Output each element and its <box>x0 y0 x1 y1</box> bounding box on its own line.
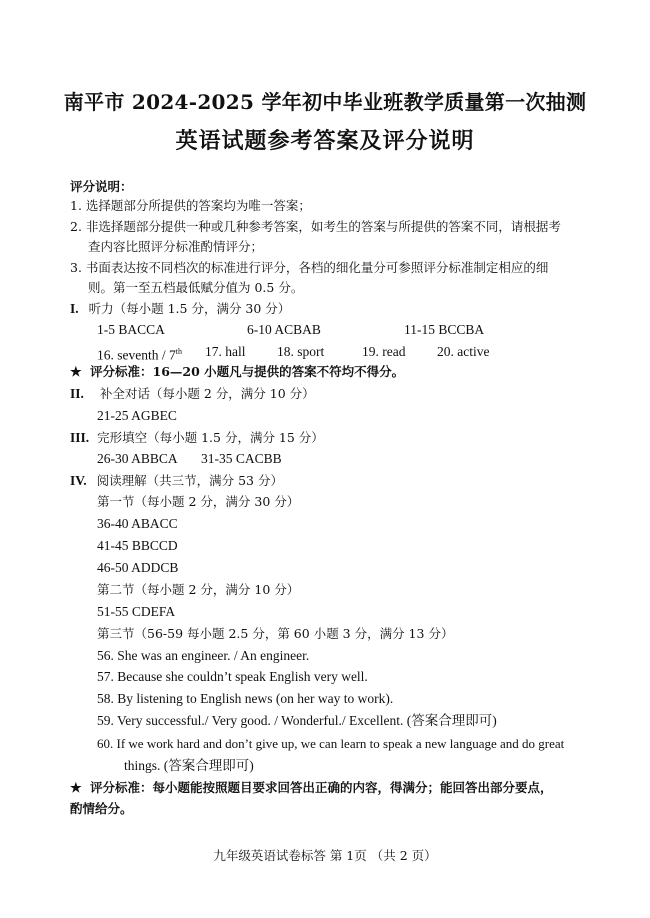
listening-heading <box>70 301 290 317</box>
page-footer: 九年级英语试卷标答 第 1页 （共 2 页） <box>213 848 437 863</box>
reading-answers-41-45: 41-45 BBCCD <box>97 538 178 553</box>
answer-16-text: 16. seventh / 7 <box>97 347 176 363</box>
answer-16-sup: th <box>175 347 182 356</box>
note-2: 2. 非选择题部分提供一种或几种参考答案，如考生的答案与所提供的答案不同，请根据考 <box>70 219 561 234</box>
reading-heading <box>70 473 283 489</box>
dialogue-answers: 21-25 AGBEC <box>97 408 177 423</box>
note-3-cont: 则。第一至五档最低赋分值为 0.5 分。 <box>88 280 304 295</box>
listening-numeral: I. <box>70 301 79 316</box>
cloze-numeral: III. <box>70 430 90 445</box>
cloze-heading-text: 完形填空（每小题 1.5 分，满分 15 分） <box>97 430 324 445</box>
dialogue-numeral: II. <box>70 386 84 401</box>
notes-heading: 评分说明： <box>70 179 133 194</box>
reading-section-3: 第三节（56-59 每小题 2.5 分，第 60 小题 3 分，满分 13 分） <box>97 626 454 641</box>
answer-58: 58. By listening to English news (on her way to work). <box>97 691 394 706</box>
star-icon: ★ <box>70 781 82 796</box>
answer-59: 59. Very successful./ Very good. / Wonderful./ Excellent. (答案合理即可) <box>97 713 497 728</box>
reading-section-2: 第二节（每小题 2 分，满分 10 分） <box>97 582 300 597</box>
listening-heading-text: 听力（每小题 1.5 分，满分 30 分） <box>88 301 291 316</box>
document-subtitle: 英语试题参考答案及评分说明 <box>175 128 475 154</box>
answer-60-cont: things. (答案合理即可) <box>124 758 254 773</box>
answer-18: 18. sport <box>277 344 325 359</box>
answer-19: 19. read <box>362 344 406 359</box>
listening-answers-6-10: 6-10 ACBAB <box>247 322 321 337</box>
reading-answers-51-55: 51-55 CDEFA <box>97 604 176 619</box>
listening-criteria-text: 评分标准：16—20 小题凡与提供的答案不符均不得分。 <box>90 364 405 379</box>
note-2-cont: 查内容比照评分标准酌情评分； <box>88 239 264 254</box>
answer-57: 57. Because she couldn’t speak English very well. <box>97 669 368 684</box>
note-3: 3. 书面表达按不同档次的标准进行评分，各档的细化量分可参照评分标准制定相应的细 <box>70 260 549 275</box>
cloze-heading <box>70 430 324 446</box>
cloze-answers-31-35: 31-35 CACBB <box>201 451 282 466</box>
note-1: 1. 选择题部分所提供的答案均为唯一答案； <box>70 198 311 213</box>
dialogue-heading-text: 补全对话（每小题 2 分，满分 10 分） <box>99 386 315 401</box>
answer-17: 17. hall <box>205 344 246 359</box>
listening-answers-11-15: 11-15 BCCBA <box>404 322 485 337</box>
answer-60: 60. If we work hard and don’t give up, we can learn to speak a new language and do great <box>97 736 565 751</box>
reading-criteria <box>70 780 553 797</box>
document-title: 南平市 2024-2025 学年初中毕业班教学质量第一次抽测 <box>63 90 587 114</box>
answer-16 <box>97 344 182 364</box>
answer-20: 20. active <box>437 344 490 359</box>
reading-answers-46-50: 46-50 ADDCB <box>97 560 179 575</box>
reading-numeral: IV. <box>70 473 87 488</box>
listening-criteria <box>70 364 404 381</box>
reading-criteria-cont: 酌情给分。 <box>70 801 133 816</box>
reading-heading-text: 阅读理解（共三节，满分 53 分） <box>96 473 283 488</box>
reading-answers-36-40: 36-40 ABACC <box>97 516 178 531</box>
dialogue-heading <box>70 386 315 402</box>
star-icon: ★ <box>70 365 82 380</box>
reading-section-1: 第一节（每小题 2 分，满分 30 分） <box>97 494 300 509</box>
answer-56: 56. She was an engineer. / An engineer. <box>97 648 310 663</box>
cloze-answers-26-30: 26-30 ABBCA <box>97 451 178 466</box>
reading-criteria-text: 评分标准：每小题能按照题目要求回答出正确的内容，得满分；能回答出部分要点， <box>90 780 553 795</box>
listening-answers-1-5: 1-5 BACCA <box>97 322 165 337</box>
